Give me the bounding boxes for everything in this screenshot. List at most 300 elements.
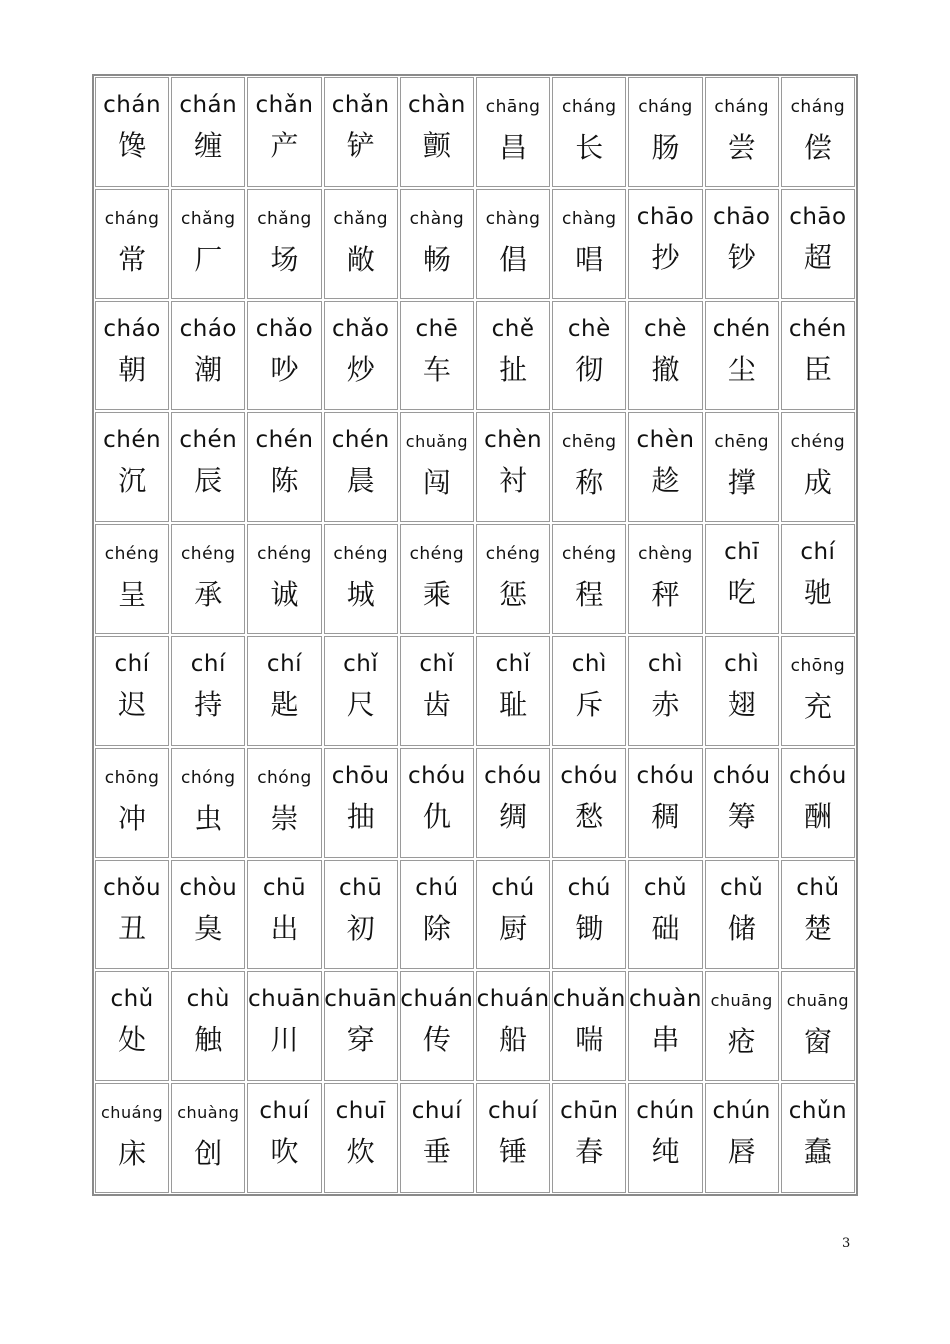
table-cell (628, 1083, 702, 1193)
hanzi-character: 呈 (118, 578, 147, 612)
hanzi-character: 程 (575, 578, 604, 612)
pinyin-label: chōng (790, 656, 846, 676)
table-cell (95, 412, 169, 522)
pinyin-label: chì (571, 651, 607, 677)
hanzi-character: 成 (803, 466, 832, 500)
hanzi-character: 翅 (727, 688, 756, 721)
pinyin-label: chǎn (331, 92, 390, 118)
hanzi-character: 锤 (499, 1135, 528, 1169)
table-cell (171, 189, 245, 299)
table-cell (171, 860, 245, 970)
table-cell (705, 860, 779, 970)
table-cell (171, 971, 245, 1081)
pinyin-label: chéng (180, 544, 236, 565)
table-cell (552, 524, 626, 634)
hanzi-character: 持 (194, 688, 223, 721)
pinyin-label: chóu (484, 762, 543, 789)
pinyin-label: chǎo (332, 315, 390, 342)
pinyin-label: chí (266, 651, 303, 677)
pinyin-label: chén (788, 315, 847, 342)
table-cell (552, 77, 626, 187)
hanzi-character: 朝 (118, 352, 147, 386)
table-cell (400, 412, 474, 522)
pinyin-label: chéng (790, 432, 846, 453)
table-cell (95, 748, 169, 858)
table-cell (705, 77, 779, 187)
pinyin-label: chóu (407, 762, 466, 789)
hanzi-character: 疮 (727, 1025, 756, 1059)
hanzi-character: 绸 (499, 799, 528, 833)
pinyin-label: chàng (409, 208, 465, 229)
table-cell (171, 748, 245, 858)
hanzi-character: 尝 (727, 131, 756, 164)
pinyin-label: chǔ (110, 986, 154, 1013)
hanzi-character: 赤 (651, 688, 680, 721)
pinyin-label: cháng (790, 97, 846, 117)
pinyin-label: chóu (636, 762, 695, 789)
pinyin-label: chēng (714, 432, 770, 453)
pinyin-label: cháng (638, 97, 693, 117)
hanzi-character: 虫 (194, 801, 223, 835)
table-cell (400, 189, 474, 299)
hanzi-character: 长 (575, 131, 604, 164)
pinyin-label: chāo (789, 203, 847, 230)
hanzi-character: 稠 (651, 799, 680, 833)
pinyin-label: chuí (259, 1098, 310, 1125)
table-cell (781, 412, 855, 522)
hanzi-character: 缠 (194, 129, 223, 162)
hanzi-character: 迟 (118, 688, 147, 721)
hanzi-character: 城 (346, 578, 375, 612)
hanzi-character: 炒 (346, 352, 375, 386)
pinyin-label: chuī (335, 1098, 386, 1125)
table-cell (171, 77, 245, 187)
pinyin-label: chāo (636, 203, 695, 230)
pinyin-label: chūn (560, 1098, 619, 1125)
table-cell (628, 77, 702, 187)
table-cell (476, 301, 550, 411)
table-cell (781, 77, 855, 187)
pinyin-label: chèn (484, 427, 543, 454)
pinyin-label: chǐ (419, 651, 455, 677)
table-cell (781, 1083, 855, 1193)
hanzi-character: 酬 (803, 799, 832, 833)
table-cell (171, 636, 245, 746)
hanzi-character: 锄 (575, 911, 604, 945)
hanzi-character: 钞 (727, 240, 756, 274)
hanzi-character: 尘 (727, 352, 756, 386)
pinyin-label: chè (567, 315, 611, 342)
table-cell (324, 748, 398, 858)
table-cell (476, 524, 550, 634)
pinyin-label: chén (179, 427, 238, 454)
pinyin-label: chuāng (710, 991, 773, 1011)
hanzi-character: 齿 (422, 688, 451, 721)
pinyin-label: chǔn (788, 1098, 848, 1125)
pinyin-character-table (92, 74, 858, 1196)
table-cell (781, 301, 855, 411)
pinyin-label: chuáng (101, 1103, 164, 1123)
hanzi-character: 颤 (422, 129, 451, 162)
table-cell (628, 636, 702, 746)
hanzi-character: 撑 (727, 466, 756, 500)
pinyin-label: chuán (476, 986, 550, 1013)
pinyin-label: chǎn (255, 92, 314, 118)
hanzi-character: 场 (270, 242, 299, 276)
pinyin-label: chóng (180, 767, 236, 788)
pinyin-label: chú (567, 874, 611, 901)
pinyin-label: chén (255, 427, 314, 454)
hanzi-character: 畅 (422, 242, 451, 276)
table-cell (400, 301, 474, 411)
pinyin-label: chàng (561, 208, 617, 229)
hanzi-character: 筹 (727, 799, 756, 833)
hanzi-character: 昌 (499, 131, 528, 164)
hanzi-character: 传 (422, 1023, 451, 1057)
table-cell (781, 636, 855, 746)
table-cell (628, 189, 702, 299)
hanzi-character: 抄 (651, 240, 680, 274)
hanzi-character: 楚 (803, 911, 832, 945)
pinyin-label: chǔ (796, 874, 840, 901)
hanzi-character: 趁 (651, 464, 680, 498)
table-cell (400, 77, 474, 187)
table-cell (95, 301, 169, 411)
hanzi-character: 春 (575, 1135, 604, 1169)
table-cell (476, 77, 550, 187)
table-cell (476, 1083, 550, 1193)
table-cell (247, 971, 321, 1081)
table-cell (781, 189, 855, 299)
pinyin-label: chǐ (495, 651, 531, 677)
hanzi-character: 穿 (346, 1023, 375, 1057)
pinyin-label: cháo (103, 315, 161, 342)
hanzi-character: 彻 (575, 352, 604, 386)
pinyin-label: chòu (179, 874, 238, 901)
hanzi-character: 馋 (118, 129, 147, 162)
pinyin-label: chǔ (643, 874, 688, 901)
hanzi-character: 敞 (346, 242, 375, 276)
hanzi-character: 丑 (118, 911, 147, 945)
pinyin-label: chuàn (629, 986, 702, 1013)
table-cell (552, 636, 626, 746)
hanzi-character: 车 (422, 352, 451, 386)
hanzi-character: 唱 (575, 242, 604, 276)
table-cell (705, 301, 779, 411)
hanzi-character: 晨 (346, 464, 375, 498)
hanzi-character: 唇 (727, 1135, 756, 1169)
table-cell (628, 748, 702, 858)
table-cell (705, 636, 779, 746)
hanzi-character: 扯 (499, 352, 528, 386)
table-cell (476, 189, 550, 299)
table-cell (324, 1083, 398, 1193)
table-cell (95, 189, 169, 299)
table-cell (247, 301, 321, 411)
pinyin-label: chì (647, 651, 684, 677)
hanzi-character: 吃 (727, 576, 756, 610)
hanzi-character: 创 (194, 1137, 223, 1171)
hanzi-character: 耻 (499, 688, 528, 721)
table-cell (476, 860, 550, 970)
pinyin-label: chì (724, 651, 760, 677)
hanzi-character: 惩 (499, 578, 528, 612)
pinyin-label: chāng (485, 97, 541, 117)
hanzi-character: 厨 (499, 911, 528, 945)
pinyin-label: chén (103, 427, 162, 454)
pinyin-label: chuāng (786, 991, 849, 1011)
hanzi-character: 仇 (422, 799, 451, 833)
table-cell (400, 748, 474, 858)
hanzi-character: 驰 (803, 576, 832, 610)
hanzi-character: 触 (194, 1023, 223, 1057)
table-cell (781, 748, 855, 858)
table-cell (95, 636, 169, 746)
pinyin-label: chù (186, 986, 230, 1013)
table-cell (247, 189, 321, 299)
pinyin-label: chuǎng (405, 432, 468, 452)
hanzi-character: 愁 (575, 799, 604, 833)
table-cell (476, 636, 550, 746)
pinyin-label: chuán (400, 986, 474, 1013)
hanzi-character: 尺 (346, 688, 375, 721)
table-cell (400, 524, 474, 634)
hanzi-character: 炊 (346, 1135, 375, 1169)
pinyin-label: chóu (560, 762, 619, 789)
pinyin-label: chū (262, 874, 307, 901)
pinyin-label: chuí (411, 1098, 462, 1125)
hanzi-character: 斥 (575, 688, 604, 721)
hanzi-character: 川 (270, 1023, 299, 1057)
table-cell (705, 524, 779, 634)
hanzi-character: 沉 (118, 464, 147, 498)
hanzi-character: 铲 (346, 129, 375, 162)
pinyin-label: chǎng (333, 208, 388, 229)
table-cell (171, 1083, 245, 1193)
hanzi-character: 除 (422, 911, 451, 945)
pinyin-label: chēng (561, 432, 617, 453)
pinyin-label: cháng (561, 97, 617, 117)
hanzi-character: 喘 (575, 1023, 604, 1057)
table-cell (476, 412, 550, 522)
hanzi-character: 储 (727, 911, 756, 945)
pinyin-label: chǎng (257, 208, 312, 229)
table-cell (324, 77, 398, 187)
pinyin-label: chàng (485, 208, 541, 229)
pinyin-label: chōng (104, 767, 160, 788)
hanzi-character: 崇 (270, 801, 299, 835)
hanzi-character: 超 (803, 240, 832, 274)
hanzi-character: 陈 (270, 464, 299, 498)
hanzi-character: 吵 (270, 352, 299, 386)
pinyin-label: chéng (561, 544, 617, 565)
pinyin-label: chí (114, 651, 150, 677)
hanzi-character: 出 (270, 911, 299, 945)
table-cell (400, 636, 474, 746)
hanzi-character: 处 (118, 1023, 147, 1057)
pinyin-label: chán (179, 92, 238, 118)
table-cell (781, 971, 855, 1081)
pinyin-label: chén (331, 427, 390, 454)
table-cell (95, 860, 169, 970)
pinyin-label: chuàng (177, 1103, 240, 1123)
table-cell (95, 524, 169, 634)
table-cell (705, 971, 779, 1081)
pinyin-label: chǎng (180, 208, 236, 229)
hanzi-character: 臣 (803, 352, 832, 386)
table-cell (476, 748, 550, 858)
table-cell (247, 524, 321, 634)
pinyin-label: cháo (179, 315, 237, 342)
hanzi-character: 偿 (803, 131, 832, 164)
table-cell (552, 748, 626, 858)
hanzi-character: 窗 (803, 1025, 832, 1059)
hanzi-character: 辰 (194, 464, 223, 498)
table-cell (628, 412, 702, 522)
hanzi-character: 常 (118, 242, 147, 276)
table-cell (628, 971, 702, 1081)
hanzi-character: 乘 (422, 578, 451, 612)
hanzi-character: 充 (803, 690, 832, 723)
pinyin-label: chāo (713, 203, 771, 230)
table-cell (324, 189, 398, 299)
table-cell (324, 412, 398, 522)
table-cell (247, 748, 321, 858)
table-cell (171, 412, 245, 522)
table-cell (552, 412, 626, 522)
table-cell (476, 971, 550, 1081)
pinyin-label: chàn (407, 92, 466, 118)
table-cell (247, 412, 321, 522)
table-cell (628, 301, 702, 411)
table-cell (400, 860, 474, 970)
hanzi-character: 纯 (651, 1135, 680, 1169)
hanzi-character: 承 (194, 578, 223, 612)
hanzi-character: 衬 (499, 464, 528, 498)
table-cell (705, 748, 779, 858)
hanzi-character: 串 (651, 1023, 680, 1057)
pinyin-label: chū (339, 874, 383, 901)
pinyin-label: chén (712, 315, 771, 342)
table-cell (552, 301, 626, 411)
hanzi-character: 吹 (270, 1135, 299, 1169)
table-cell (95, 971, 169, 1081)
hanzi-character: 倡 (499, 242, 528, 276)
table-cell (552, 189, 626, 299)
table-cell (247, 77, 321, 187)
pinyin-label: chè (644, 315, 687, 342)
table-cell (552, 971, 626, 1081)
table-cell (247, 860, 321, 970)
table-cell (705, 189, 779, 299)
page-number: 3 (842, 1236, 851, 1251)
table-cell (324, 301, 398, 411)
table-cell (324, 971, 398, 1081)
pinyin-label: chě (491, 315, 535, 342)
hanzi-character: 秤 (651, 578, 680, 612)
table-cell (324, 636, 398, 746)
table-cell (171, 301, 245, 411)
table-cell (628, 860, 702, 970)
table-cell (705, 412, 779, 522)
hanzi-character: 诚 (270, 578, 299, 612)
pinyin-label: chǒu (103, 874, 162, 901)
pinyin-label: cháng (104, 208, 160, 229)
pinyin-label: chéng (257, 544, 312, 565)
pinyin-label: chéng (104, 544, 160, 565)
hanzi-character: 撤 (651, 352, 680, 386)
table-cell (324, 860, 398, 970)
hanzi-character: 础 (651, 911, 680, 945)
pinyin-label: chuān (248, 986, 321, 1013)
hanzi-character: 初 (346, 911, 375, 945)
table-cell (95, 77, 169, 187)
table-cell (552, 1083, 626, 1193)
table-cell (628, 524, 702, 634)
hanzi-character: 抽 (346, 799, 375, 833)
table-cell (400, 1083, 474, 1193)
hanzi-character: 垂 (422, 1135, 451, 1169)
hanzi-character: 船 (499, 1023, 528, 1057)
hanzi-character: 潮 (194, 352, 223, 386)
hanzi-character: 蠢 (803, 1135, 832, 1169)
table-cell (781, 860, 855, 970)
table-cell (552, 860, 626, 970)
pinyin-label: chóu (712, 762, 771, 789)
pinyin-label: chún (712, 1098, 771, 1125)
table-cell (400, 971, 474, 1081)
pinyin-label: chú (415, 874, 459, 901)
hanzi-character: 冲 (118, 801, 147, 835)
pinyin-label: chèng (638, 544, 693, 565)
table-cell (781, 524, 855, 634)
table-cell (247, 1083, 321, 1193)
table-cell (171, 524, 245, 634)
table-cell (95, 1083, 169, 1193)
pinyin-label: chuān (324, 986, 398, 1013)
hanzi-character: 闯 (422, 466, 451, 500)
pinyin-label: chuǎn (552, 986, 626, 1013)
pinyin-label: chí (800, 539, 836, 566)
pinyin-label: cháng (714, 97, 769, 117)
pinyin-label: chán (103, 92, 162, 118)
pinyin-label: chōu (331, 762, 390, 789)
hanzi-character: 肠 (651, 131, 680, 164)
pinyin-label: chún (636, 1098, 695, 1125)
pinyin-label: chǎo (255, 315, 314, 342)
pinyin-label: chéng (485, 544, 541, 565)
pinyin-label: chuí (487, 1098, 539, 1125)
pinyin-label: chóu (788, 762, 847, 789)
pinyin-label: chǔ (720, 874, 764, 901)
hanzi-character: 厂 (194, 242, 223, 276)
pinyin-label: chī (724, 539, 760, 566)
table-cell (247, 636, 321, 746)
pinyin-label: chē (415, 315, 459, 342)
pinyin-label: chéng (333, 544, 389, 565)
pinyin-label: chǐ (343, 651, 379, 677)
pinyin-label: chú (491, 874, 535, 901)
table-cell (705, 1083, 779, 1193)
hanzi-character: 称 (575, 466, 604, 500)
pinyin-label: chéng (409, 544, 465, 565)
hanzi-character: 臭 (194, 911, 223, 945)
pinyin-label: chèn (636, 427, 695, 454)
pinyin-label: chí (190, 651, 226, 677)
hanzi-character: 床 (118, 1137, 147, 1171)
pinyin-label: chóng (257, 767, 312, 788)
table-cell (324, 524, 398, 634)
